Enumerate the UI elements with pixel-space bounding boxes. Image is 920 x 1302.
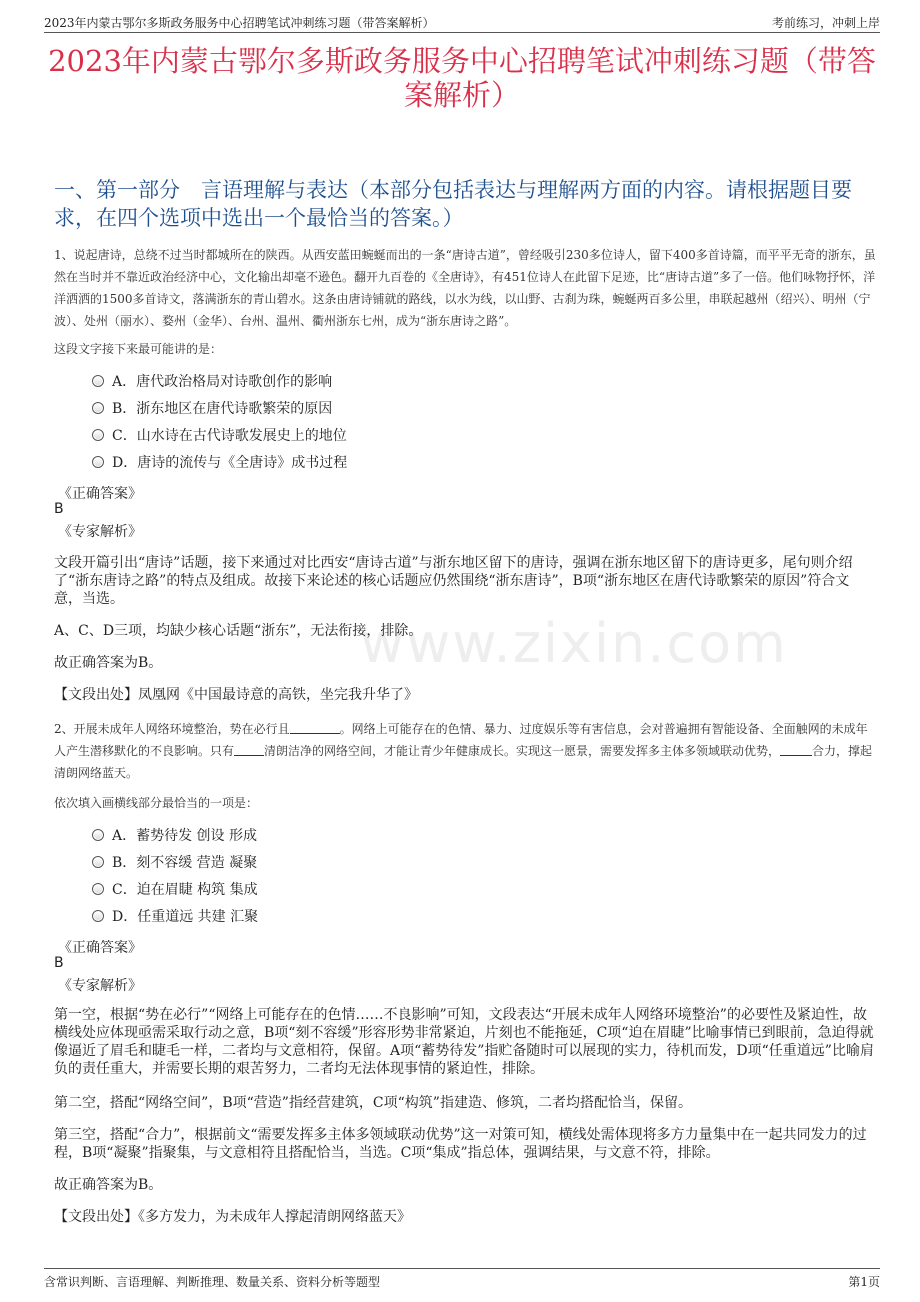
question-1-analysis-2: A、C、D三项，均缺少核心话题“浙东”，无法衔接，排除。 [54,623,423,639]
question-2-text: 2、开展未成年人网络环境整治，势在必行且 。网络上可能存在的色情、暴力、过度娱乐等有害信息，会对普遍拥有智能设备、全面触网的未成年人产生潜移默化的不良影响。只有 清朗洁净的网络空间，才能让青少年健康成长。实现这一愿景，需要发挥多主体多领域联动优势， 合力，撑起清朗网络蓝天。 [54,722,873,780]
question-2-analysis-1: 第一空，根据“势在必行”“网络上可能存在的色情……不良影响”可知，文段表达“开展未成年人网络环境整治”的必要性及紧迫性，故横线处应体现亟需采取行动之意，B项“刻不容缓”形容形势非常紧迫，片刻也不能拖延，C项“迫在眉睫”比喻事情已到眼前，急迫得就像逼近了眉毛和睫毛一样，二者均与文意相符，保留。A项“蓄势待发”指贮备随时可以展现的实力，待机而发，D项“任重道远”比喻肩负的责任重大，并需要长期的艰苦努力，二者均无法体现事情的紧迫性，排除。 [54,1007,874,1077]
fill-blank-1 [290,721,340,734]
question-1-analysis-tag: 《专家解析》 [58,524,142,540]
radio-icon[interactable] [92,429,104,441]
question-1-option-a[interactable]: A．唐代政治格局对诗歌创作的影响 [92,372,332,392]
radio-icon[interactable] [92,456,104,468]
question-1-analysis-1: 文段开篇引出“唐诗”话题，接下来通过对比西安“唐诗古道”与浙东地区留下的唐诗，强调在浙东地区留下的唐诗更多，尾句则介绍了“浙东唐诗之路”的特点及组成。故接下来论述的核心话题应仍然围绕“浙东唐诗”，B项“浙东地区在唐代诗歌繁荣的原因”符合文意，当选。 [54,555,853,607]
question-2-analysis-3: 第三空，搭配“合力”，根据前文“需要发挥多主体多领域联动优势”这一对策可知，横线处需体现将多方力量集中在一起共同发力的过程，B项“凝聚”指聚集，与文意相符且搭配恰当，当选。C项“集成”指总体，强调结果，与文意不符，排除。 [54,1127,867,1161]
document-title: 2023年内蒙古鄂尔多斯政务服务中心招聘笔试冲刺练习题（带答案解析） [48,44,876,112]
page-footer [44,1268,880,1293]
page-header [44,10,880,33]
question-2-answer-tag: 《正确答案》 [58,940,142,956]
question-2-prompt: 依次填入画横线部分最恰当的一项是： [54,796,259,810]
question-2-option-c[interactable]: C．迫在眉睫 构筑 集成 [92,880,258,900]
question-2-option-a[interactable]: A．蓄势待发 创设 形成 [92,826,257,846]
question-1-answer-tag: 《正确答案》 [58,486,142,502]
fill-blank-3 [780,743,812,756]
radio-icon[interactable] [92,402,104,414]
question-1-option-d[interactable]: D．唐诗的流传与《全唐诗》成书过程 [92,453,347,473]
question-2-analysis-4: 故正确答案为B。 [54,1177,163,1193]
fill-blank-2 [234,743,264,756]
question-1-analysis-3: 故正确答案为B。 [54,655,163,671]
question-2-option-d[interactable]: D．任重道远 共建 汇聚 [92,907,258,927]
footer-description: 含常识判断、言语理解、判断推理、数量关系、资料分析等题型 [44,1275,381,1289]
question-1-prompt: 这段文字接下来最可能讲的是： [54,342,223,356]
question-1-option-c[interactable]: C．山水诗在古代诗歌发展史上的地位 [92,426,347,446]
question-1-source: 【文段出处】凤凰网《中国最诗意的高铁，坐完我升华了》 [54,687,418,703]
question-2-analysis-2: 第二空，搭配“网络空间”，B项“营造”指经营建筑，C项“构筑”指建造、修筑，二者均搭配恰当，保留。 [54,1095,692,1111]
page-number: 第1页 [848,1275,880,1289]
radio-icon[interactable] [92,883,104,895]
question-2-analysis-tag: 《专家解析》 [58,978,142,994]
header-slogan: 考前练习，冲刺上岸 [771,16,880,30]
header-doc-name: 2023年内蒙古鄂尔多斯政务服务中心招聘笔试冲刺练习题（带答案解析） [44,16,435,30]
radio-icon[interactable] [92,856,104,868]
radio-icon[interactable] [92,375,104,387]
radio-icon[interactable] [92,829,104,841]
question-2-answer: B [54,955,64,971]
question-2-source: 【文段出处】《多方发力，为未成年人撑起清朗网络蓝天》 [54,1209,411,1225]
question-2-option-b[interactable]: B．刻不容缓 营造 凝聚 [92,853,257,873]
section-heading: 一、第一部分 言语理解与表达（本部分包括表达与理解两方面的内容。请根据题目要求，在四个选项中选出一个最恰当的答案。） [54,178,852,230]
radio-icon[interactable] [92,910,104,922]
question-1-answer: B [54,501,64,517]
question-1-text: 1、说起唐诗，总绕不过当时都城所在的陕西。从西安蓝田蜿蜒而出的一条“唐诗古道”，曾经吸引230多位诗人，留下400多首诗篇，而平平无奇的浙东，虽然在当时并不靠近政治经济中心，文化输出却毫不逊色。翻开九百卷的《全唐诗》，有451位诗人在此留下足迹，比“唐诗古道”多了一倍。他们咏物抒怀，洋洋洒洒的1500多首诗文，落满浙东的青山碧水。这条由唐诗铺就的路线，以水为线，以山野、古刹为珠，蜿蜒两百多公里，串联起越州（绍兴）、明州（宁波）、处州（丽水）、婺州（金华）、台州、温州、衢州浙东七州，成为“浙东唐诗之路”。 [54,248,876,328]
question-1-option-b[interactable]: B．浙东地区在唐代诗歌繁荣的原因 [92,399,332,419]
watermark: www.zixin.com [360,612,788,675]
